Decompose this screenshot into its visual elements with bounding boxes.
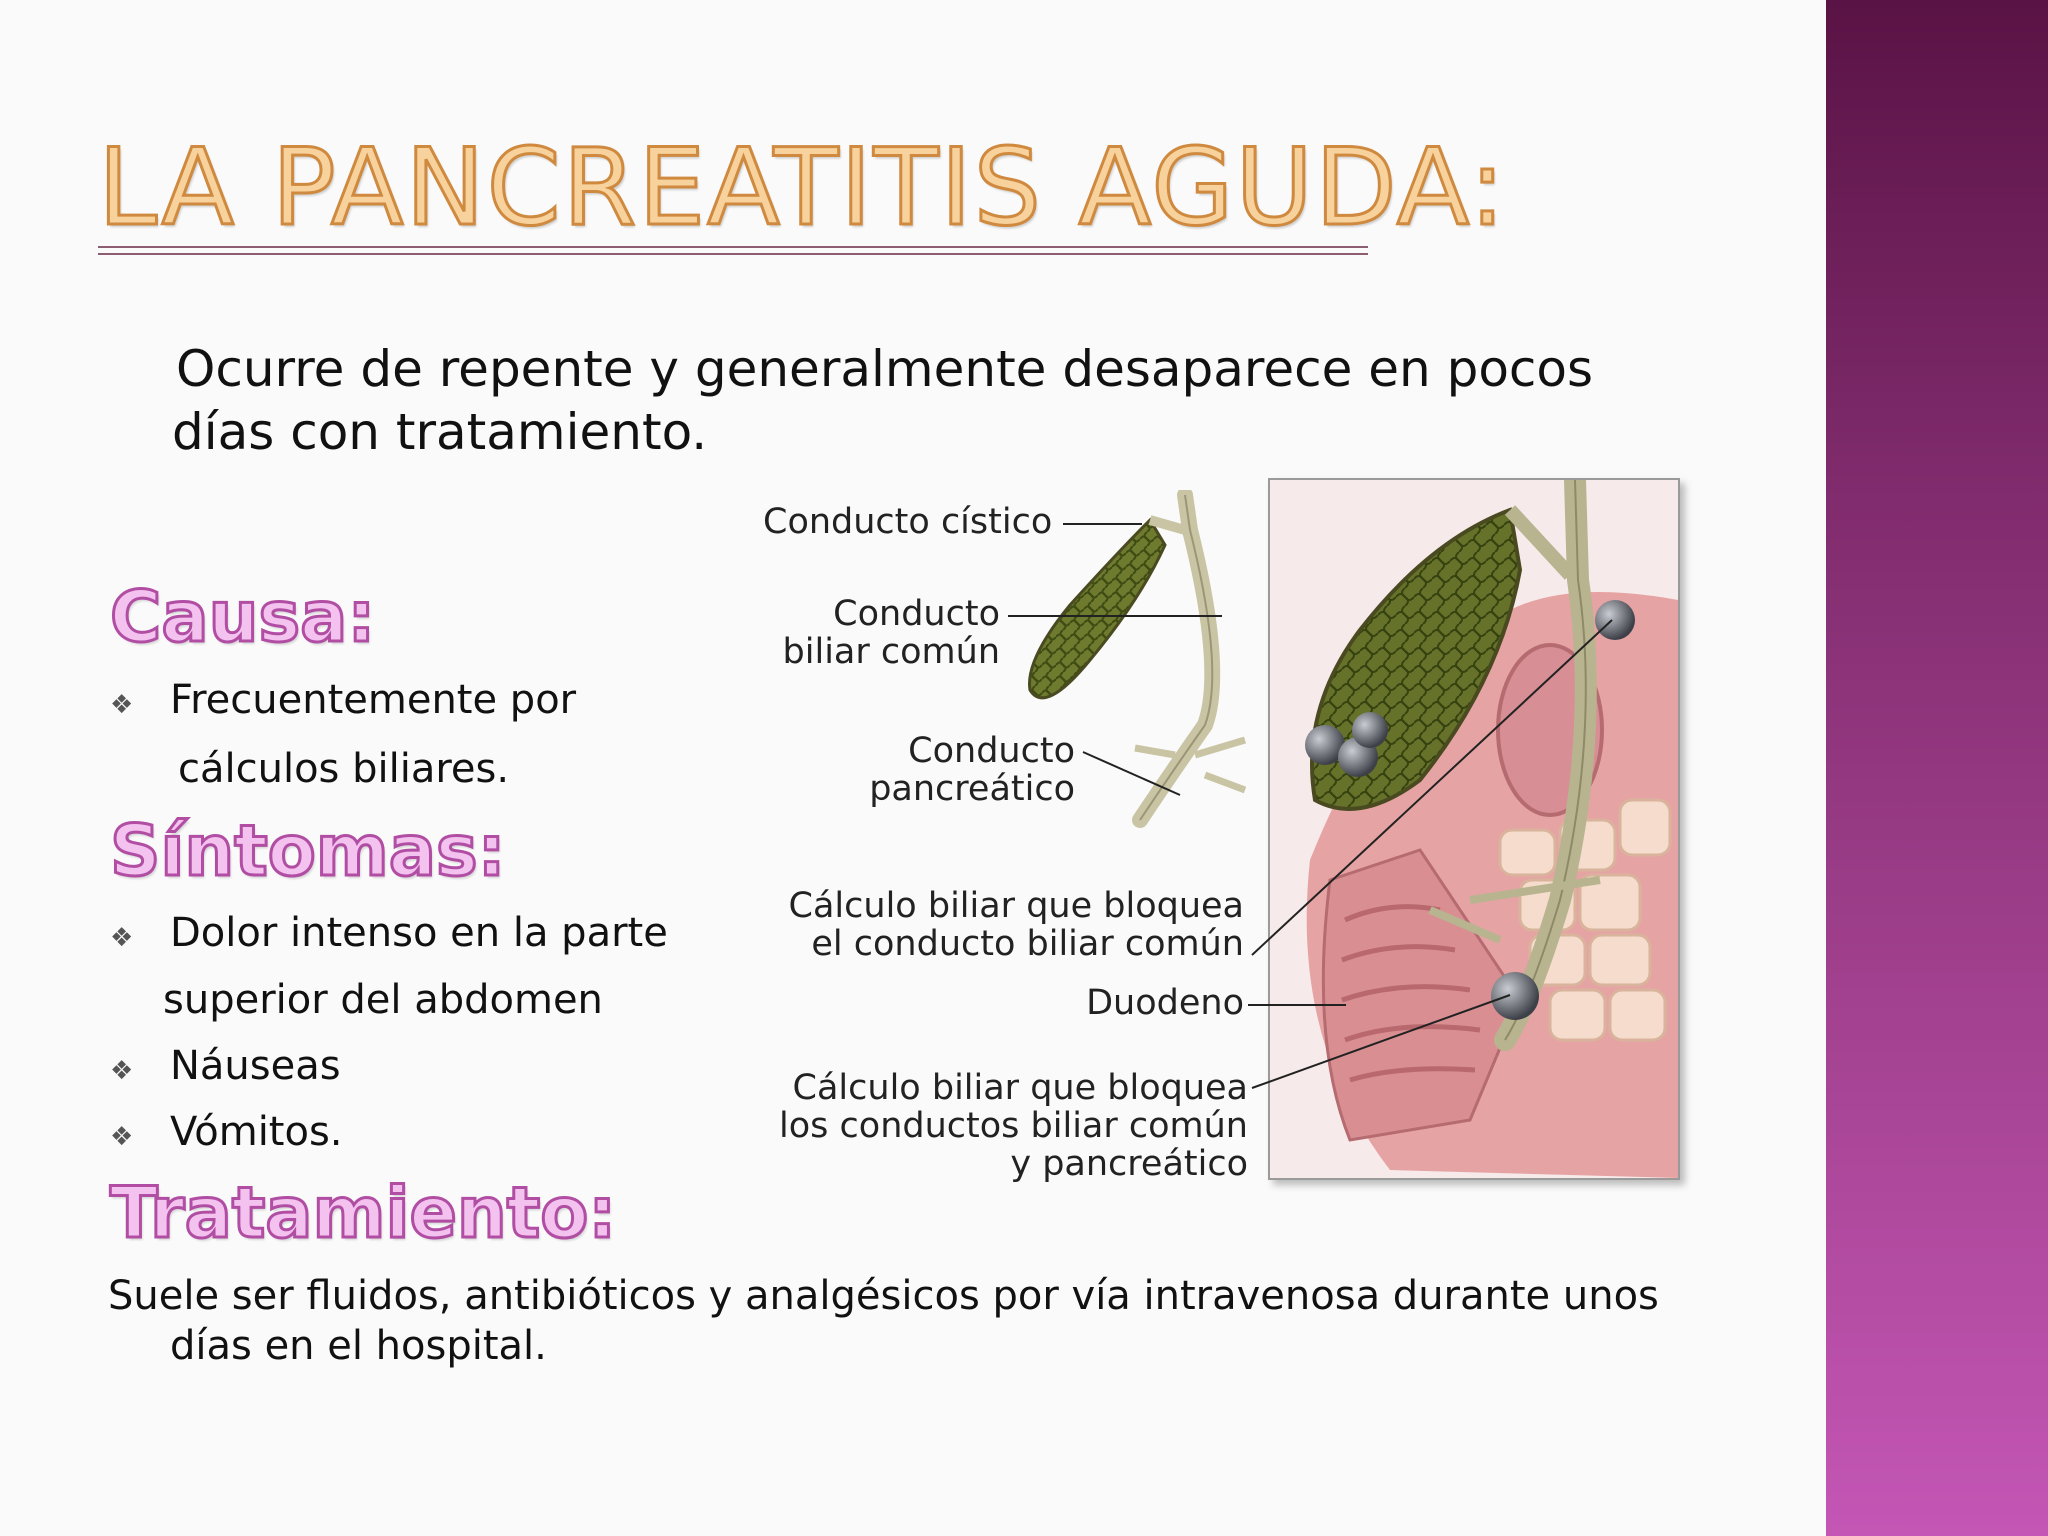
bullet-icon: ❖: [110, 1122, 134, 1152]
slide-title: LA PANCREATITIS AGUDA:: [98, 126, 1508, 249]
intro-line-2: días con tratamiento.: [172, 403, 708, 461]
tratamiento-line-2: días en el hospital.: [170, 1323, 547, 1369]
causa-heading: Causa:: [110, 576, 376, 658]
label-calculo-2-line-2: los conductos biliar común: [779, 1106, 1248, 1146]
tratamiento-heading: Tratamiento:: [110, 1172, 617, 1254]
bullet-icon: ❖: [110, 1056, 134, 1086]
causa-bullet-line-2: cálculos biliares.: [178, 746, 510, 792]
label-calculo-1-line-1: Cálculo biliar que bloquea: [788, 886, 1244, 926]
bullet-icon: ❖: [110, 923, 134, 953]
sintomas-bullet-1-line-1: Dolor intenso en la parte: [170, 910, 668, 956]
intro-line-1: Ocurre de repente y generalmente desaparece en pocos: [176, 340, 1594, 398]
label-duodeno: Duodeno: [1086, 983, 1244, 1023]
label-conducto-pancreatico-line-2: pancreático: [869, 769, 1075, 809]
bullet-icon: ❖: [110, 690, 134, 720]
label-calculo-1-line-2: el conducto biliar común: [811, 924, 1244, 964]
label-conducto-biliar-line-1: Conducto: [833, 594, 1000, 634]
causa-bullet-line-1: Frecuentemente por: [170, 677, 577, 723]
sintomas-bullet-3: Vómitos.: [170, 1109, 343, 1155]
label-calculo-2-line-1: Cálculo biliar que bloquea: [792, 1068, 1248, 1108]
tratamiento-line-1: Suele ser fluidos, antibióticos y analgésicos por vía intravenosa durante unos: [108, 1273, 1659, 1319]
label-conducto-biliar-line-2: biliar común: [782, 632, 1000, 672]
label-conducto-pancreatico-line-1: Conducto: [908, 731, 1075, 771]
sintomas-bullet-1-line-2: superior del abdomen: [163, 977, 603, 1023]
label-calculo-2-line-3: y pancreático: [1010, 1144, 1248, 1184]
label-conducto-cistico: Conducto cístico: [763, 502, 1053, 542]
sintomas-bullet-2: Náuseas: [170, 1043, 341, 1089]
sintomas-heading: Síntomas:: [110, 810, 506, 892]
